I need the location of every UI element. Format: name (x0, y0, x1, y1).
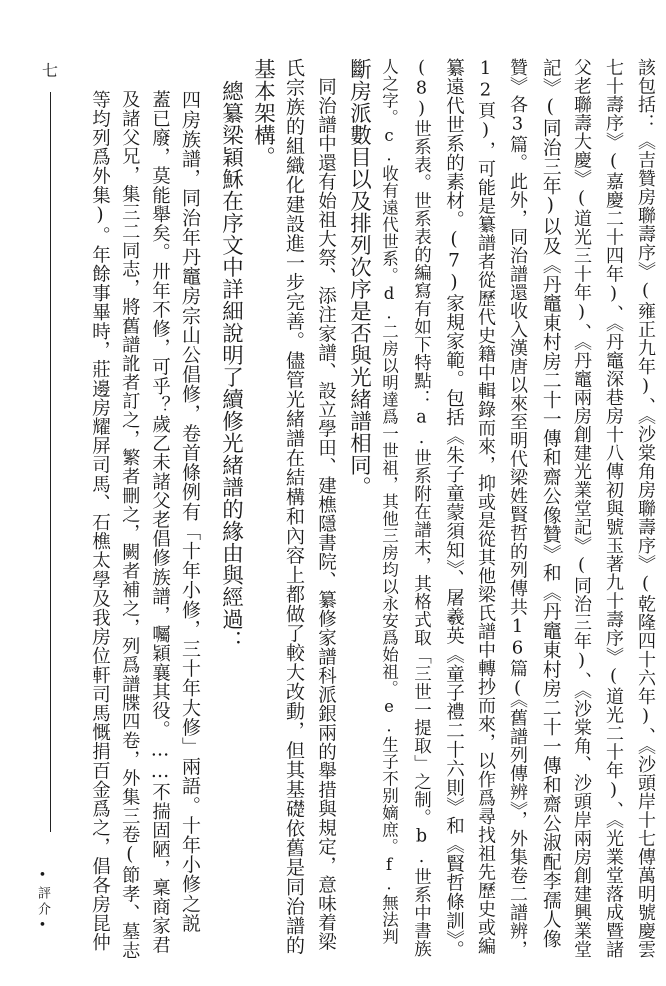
text-column-10: 斷房派數目以及排列次序是否與光緒譜相同。 (346, 58, 372, 498)
text-column-11: 同治譜中還有始祖大祭、添注家譜、設立學田、建樵隱書院、纂修家譜科派銀兩的舉措與規定，意味着梁 (315, 58, 337, 951)
quote-column-3: 及諸父兄，集三二同志，將舊譜訛者訂之，繁者刪之，闕者補之，列爲譜牒四卷，外集三卷(節孝、墓志 (119, 90, 141, 960)
text-column-5: 贊》各3篇。此外，同治譜還收入漢唐以來至明代梁姓賢哲的列傳共16篇(《舊譜列傳辨》，外集卷二譜辨， (507, 58, 528, 959)
text-column-4: 記》(同治三年)以及《丹竈東村房二十一傳和齋公像贊》和《丹竈東村房二十一傳和齋公淑配李孺人像 (539, 58, 561, 948)
text-column-12: 氏宗族的組織化建設進一步完善。儘管光緒譜在結構和內容上都做了較大改動，但其基礎依舊是同治譜的 (283, 58, 305, 955)
text-column-3: 父老聯壽大慶》(道光三十年)、《丹竈兩房創建光業堂記》(同治三年)、《沙棠角、沙頭岸兩房創建興業堂 (571, 58, 592, 959)
text-column-8: (8)世系表。世系表的編寫有如下特點：a.世系附在譜末，其格式取「三世一提取」之制。b.世系中書族 (411, 58, 432, 958)
quote-column-1: 四房族譜，同治年丹竈房宗山公倡修，卷首條例有「十年小修，三十年大修」兩語。十年小修之説 (179, 90, 201, 933)
text-column-9: 人之字。c.收有遠代世系。d.二房以明達爲一世祖，其他三房均以永安爲始祖。e.生子不别嫡庶。f.無法判 (379, 58, 399, 945)
text-column-7: 纂遠代世系的素材。(7)家規家範。包括《朱子童蒙須知》、屠羲英《童子禮二十六則》和《賢哲條訓》。 (443, 58, 465, 959)
text-column-6: 12頁)，可能是纂譜者從歷代史籍中輯錄而來，抑或是從其他梁氏譜中轉抄而來，以作爲尋找祖先歷史或編 (475, 58, 496, 955)
page-number: 七 (42, 61, 59, 80)
text-column-13: 基本架構。 (250, 58, 276, 168)
quote-column-2: 蓋已廢，莫能舉矣。卅年不修，可乎？歲乙未諸父老倡修族譜，囑穎襄其役。……不揣固陋，稟商家君 (149, 90, 171, 955)
running-head: •評介• (35, 868, 50, 936)
text-column-1: 該包括：《吉贊房聯壽序》(雍正九年)、《沙棠角房聯壽序》(乾隆四十六年)、《沙頭岸十七傳萬明號慶雲 (635, 58, 656, 959)
quote-column-4: 等均列爲外集)。年餘事畢時，莊邊房耀屏司馬、石樵太學及我房位軒司馬慨捐百金爲之，倡各房昆仲 (89, 90, 111, 952)
text-column-2: 七十壽序》(嘉慶二十四年)、《丹竈深巷房十八傳初與號玉著九十壽序》(道光二十年)、《光業堂落成暨諸 (603, 58, 624, 959)
margin-rule (50, 92, 51, 832)
text-column-14: 總纂梁穎穌在序文中詳細說明了續修光緒譜的緣由與經過： (218, 58, 244, 652)
